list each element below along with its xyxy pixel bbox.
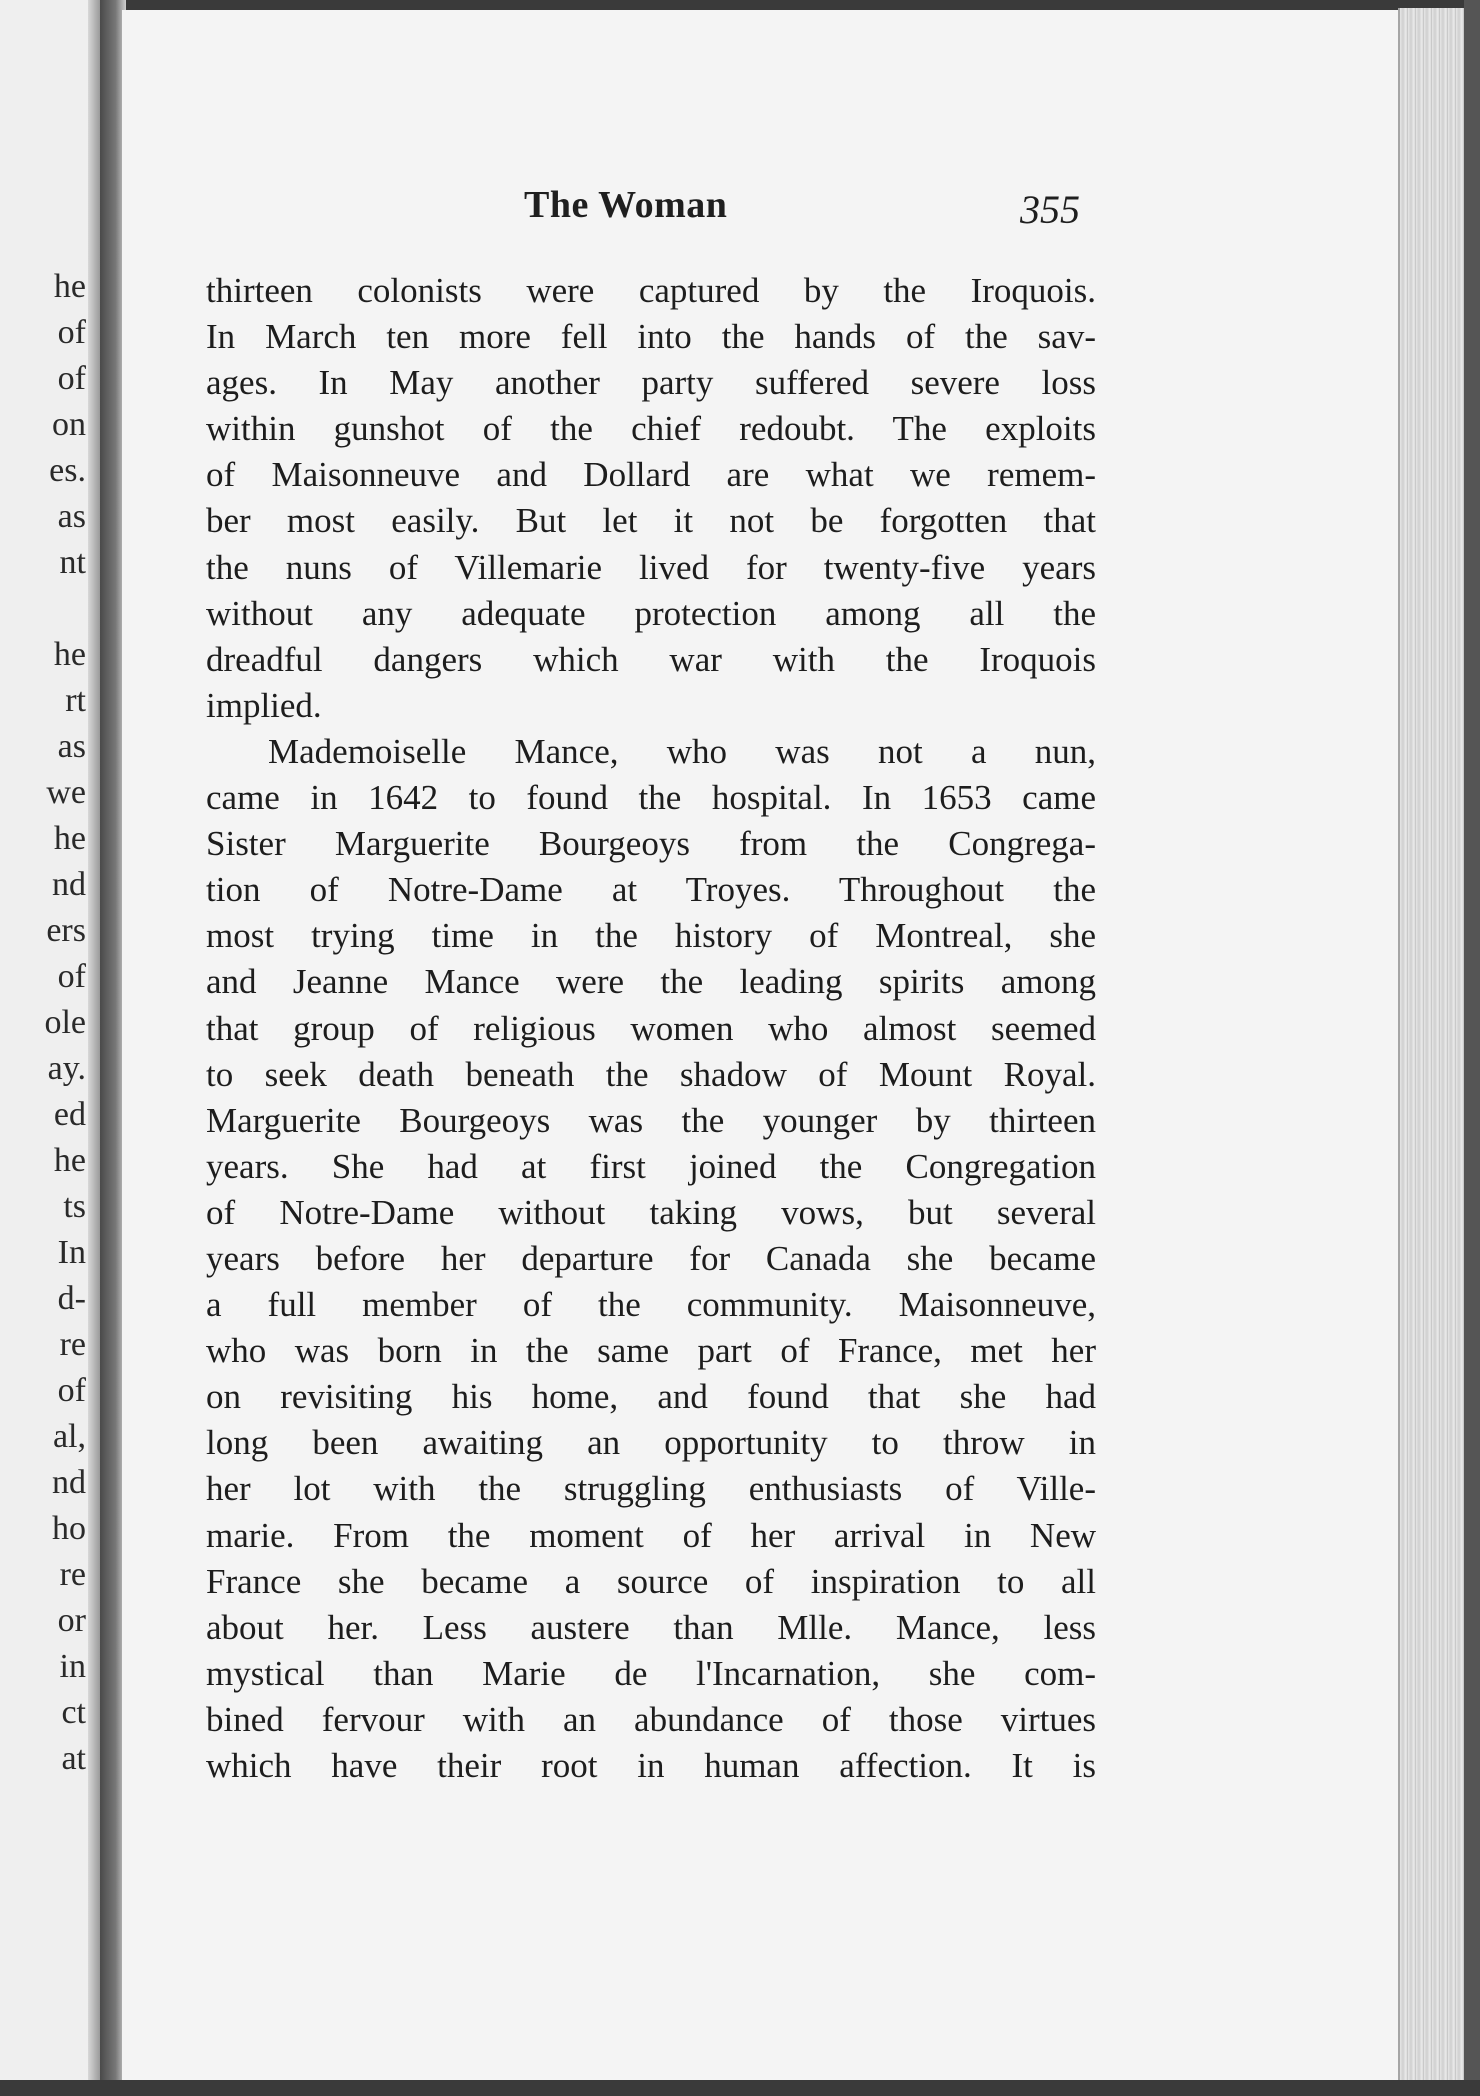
page-edges xyxy=(1398,8,1466,2082)
text-line: In March ten more fell into the hands of the sav- xyxy=(206,317,1096,357)
facing-page-gutter xyxy=(88,0,100,2080)
text-line: of Maisonneuve and Dollard are what we remem- xyxy=(206,455,1096,495)
facing-page-line: of xyxy=(57,958,86,995)
facing-page-line: al, xyxy=(52,1418,86,1455)
text-line: years. She had at first joined the Congregation xyxy=(206,1146,1096,1186)
text-line: who was born in the same part of France, met her xyxy=(206,1331,1096,1371)
text-line: bined fervour with an abundance of those virtues xyxy=(206,1699,1096,1739)
text-line: ber most easily. But let it not be forgotten that xyxy=(206,501,1096,541)
text-line: came in 1642 to found the hospital. In 1653 came xyxy=(206,778,1096,818)
text-line: dreadful dangers which war with the Iroquois xyxy=(206,639,1096,679)
facing-page-line: nt xyxy=(59,544,86,581)
facing-page-line: ts xyxy=(63,1188,86,1225)
text-line: the nuns of Villemarie lived for twenty-five years xyxy=(206,547,1096,587)
text-line: about her. Less austere than Mlle. Mance, less xyxy=(206,1607,1096,1647)
facing-page-line: he xyxy=(53,1142,86,1179)
text-line: Marguerite Bourgeoys was the younger by thirteen xyxy=(206,1100,1096,1140)
facing-page-line: ole xyxy=(44,1004,86,1041)
text-line: which have their root in human affection. It is xyxy=(206,1746,1096,1785)
text-line: of Notre-Dame without taking vows, but several xyxy=(206,1192,1096,1232)
facing-page-line: in xyxy=(59,1648,86,1685)
scan-border-bottom xyxy=(0,2080,1480,2096)
facing-page-line: ed xyxy=(53,1096,86,1133)
text-line: France she became a source of inspiration to all xyxy=(206,1561,1096,1601)
text-line: within gunshot of the chief redoubt. The exploits xyxy=(206,409,1096,449)
text-line: Sister Marguerite Bourgeoys from the Congrega- xyxy=(206,824,1096,864)
text-line: implied. xyxy=(206,685,322,725)
facing-page-line: rt xyxy=(65,682,86,719)
text-line: Mademoiselle Mance, who was not a nun, xyxy=(268,731,1096,771)
text-line: without any adequate protection among all the xyxy=(206,593,1096,633)
facing-page-line: on xyxy=(52,406,86,443)
running-head: The Woman xyxy=(524,184,728,226)
facing-page-line: nd xyxy=(52,866,86,903)
text-line: on revisiting his home, and found that she had xyxy=(206,1377,1096,1417)
facing-page-line: In xyxy=(57,1234,86,1271)
facing-page-line: as xyxy=(57,498,86,535)
text-line: ages. In May another party suffered severe loss xyxy=(206,363,1096,403)
body-text xyxy=(206,268,1096,1789)
facing-page-line: re xyxy=(59,1326,86,1363)
facing-page-line: of xyxy=(57,1372,86,1409)
facing-page-line: we xyxy=(46,774,86,811)
facing-page-line: he xyxy=(53,636,86,673)
text-line: a full member of the community. Maisonneuve, xyxy=(206,1285,1096,1325)
text-line: mystical than Marie de l'Incarnation, she com- xyxy=(206,1653,1096,1693)
scan-border-right xyxy=(1464,0,1480,2096)
facing-page-line: ho xyxy=(52,1510,86,1547)
facing-page-line: of xyxy=(57,360,86,397)
facing-page-line: as xyxy=(57,728,86,765)
facing-page-fragment xyxy=(0,0,100,2080)
facing-page-line: re xyxy=(59,1556,86,1593)
facing-page-line: ers xyxy=(46,912,86,949)
facing-page-line: he xyxy=(53,268,86,305)
page-number: 355 xyxy=(1020,187,1080,232)
facing-page-line: d- xyxy=(57,1280,86,1317)
text-line: her lot with the struggling enthusiasts of Ville- xyxy=(206,1469,1096,1509)
text-line: years before her departure for Canada she became xyxy=(206,1238,1096,1278)
facing-page-line: ay. xyxy=(47,1050,86,1087)
facing-page-line: at xyxy=(61,1740,86,1777)
text-line: tion of Notre-Dame at Troyes. Throughout the xyxy=(206,870,1096,910)
text-line: to seek death beneath the shadow of Mount Royal. xyxy=(206,1054,1096,1094)
facing-page-line: es. xyxy=(49,452,86,489)
text-line: that group of religious women who almost seemed xyxy=(206,1008,1096,1048)
text-line: and Jeanne Mance were the leading spirits among xyxy=(206,962,1096,1002)
facing-page-line: or xyxy=(57,1602,86,1639)
text-line: most trying time in the history of Montreal, she xyxy=(206,916,1096,956)
facing-page-line: of xyxy=(57,314,86,351)
text-line: thirteen colonists were captured by the Iroquois. xyxy=(206,271,1096,310)
facing-page-line: he xyxy=(53,820,86,857)
text-line: long been awaiting an opportunity to throw in xyxy=(206,1423,1096,1463)
facing-page-line: ct xyxy=(61,1694,86,1731)
facing-page-line: nd xyxy=(52,1464,86,1501)
text-line: marie. From the moment of her arrival in New xyxy=(206,1515,1096,1555)
